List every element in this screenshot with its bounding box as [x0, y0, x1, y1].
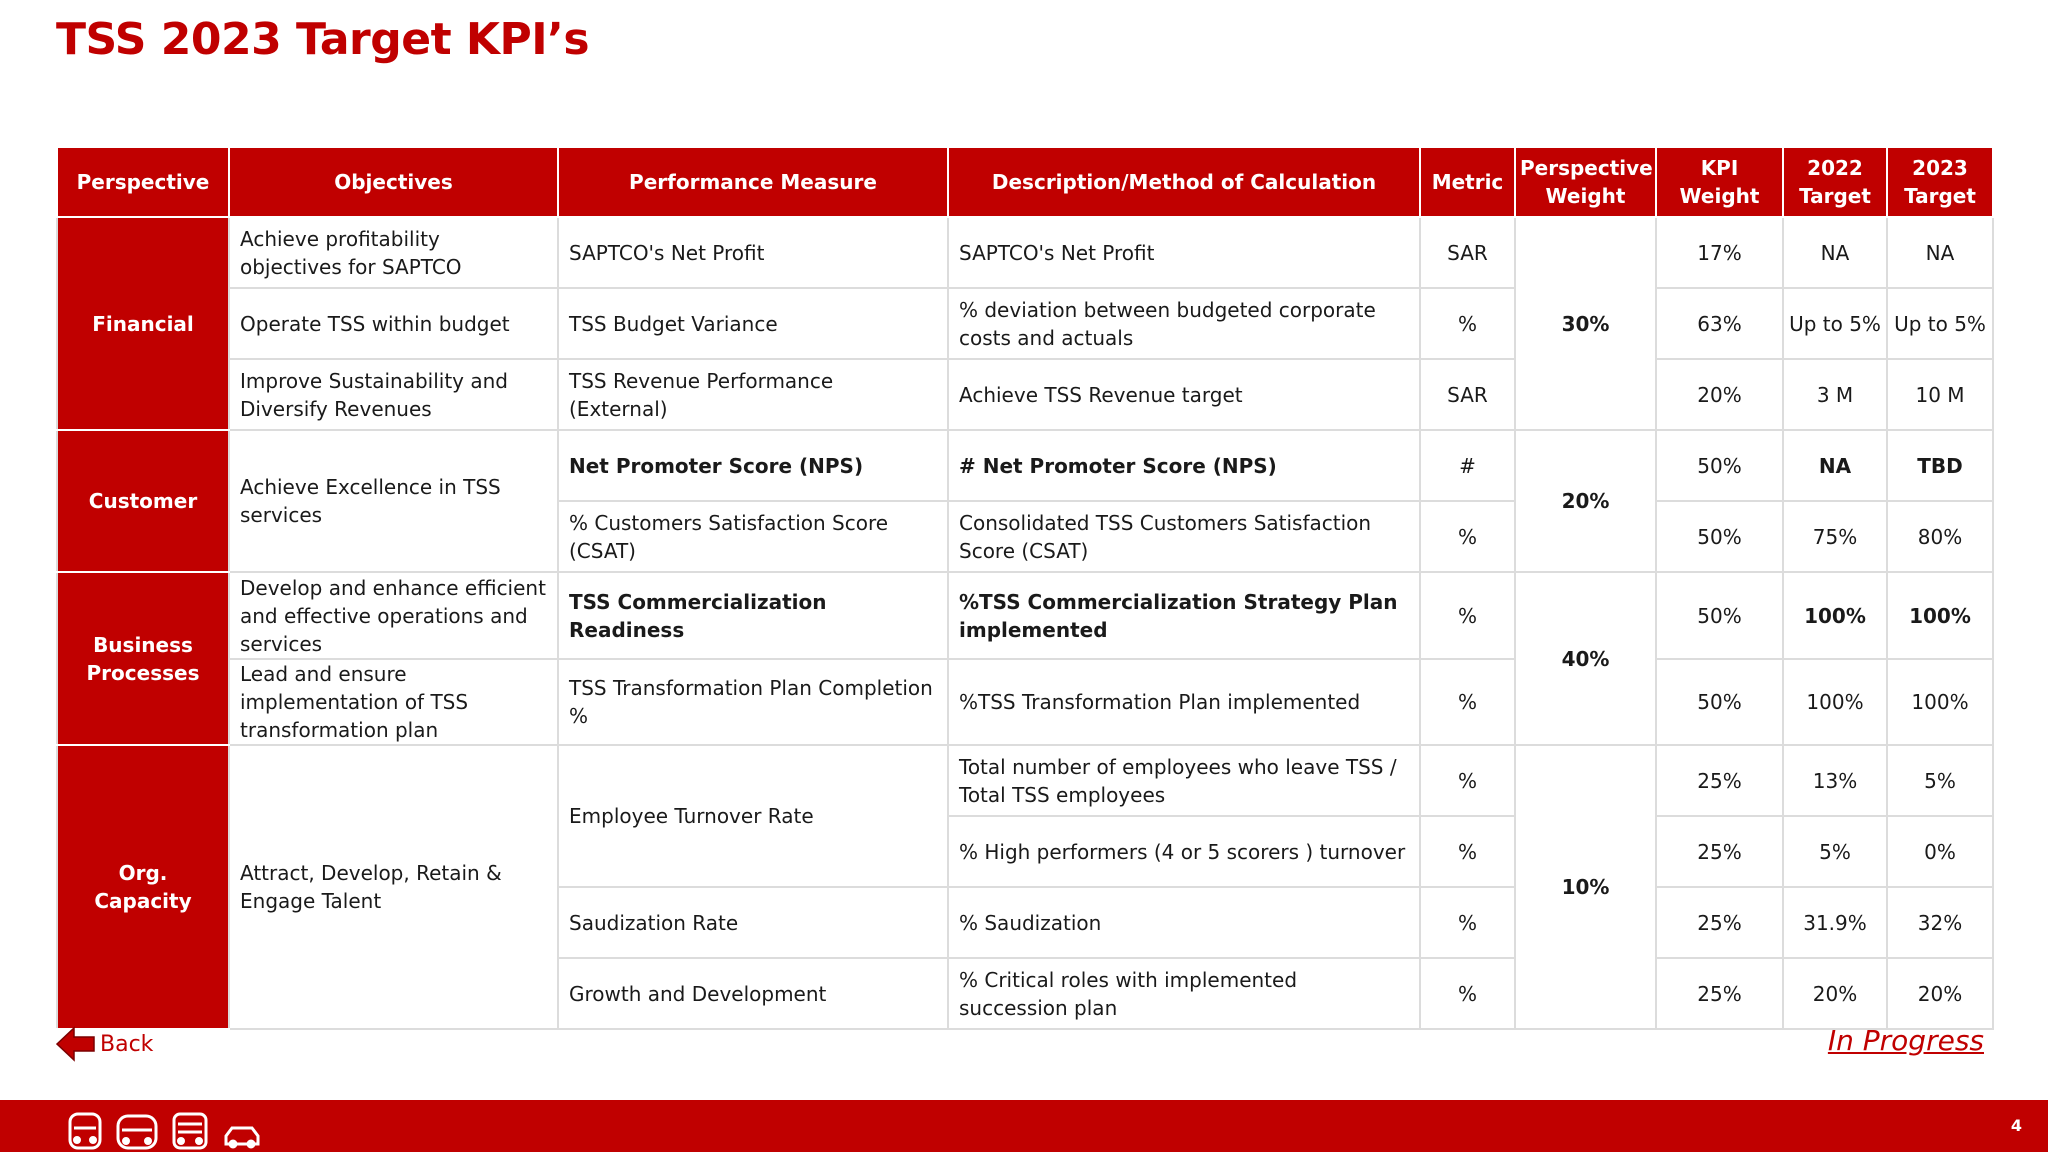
page-number: 4 — [2010, 1116, 2022, 1135]
kpi-weight-cell: 50% — [1656, 572, 1783, 659]
target-2023-cell: 10 M — [1887, 359, 1993, 430]
measure-cell: TSS Revenue Performance (External) — [558, 359, 948, 430]
header-perspective: Perspective — [57, 147, 229, 217]
metric-cell: % — [1420, 659, 1515, 745]
metric-cell: % — [1420, 745, 1515, 816]
objective-cell: Improve Sustainability and Diversify Revenues — [229, 359, 558, 430]
description-cell: %TSS Transformation Plan implemented — [948, 659, 1420, 745]
target-2023-cell: 100% — [1887, 659, 1993, 745]
header-objectives: Objectives — [229, 147, 558, 217]
perspective-customer: Customer — [57, 430, 229, 572]
objective-cell: Attract, Develop, Retain & Engage Talent — [229, 745, 558, 1029]
table-row — [57, 359, 1993, 430]
bus-front-icon — [70, 1114, 100, 1148]
target-2023-cell: 32% — [1887, 887, 1993, 958]
header-2022-target: 2022 Target — [1783, 147, 1887, 217]
measure-cell: TSS Budget Variance — [558, 288, 948, 359]
arrow-left-icon — [56, 1026, 96, 1062]
target-2022-cell: NA — [1783, 430, 1887, 501]
in-progress-link[interactable]: In Progress — [1827, 1024, 1984, 1057]
objective-cell: Achieve profitability objectives for SAPTCO — [229, 217, 558, 288]
measure-cell: Saudization Rate — [558, 887, 948, 958]
description-cell: SAPTCO's Net Profit — [948, 217, 1420, 288]
measure-cell: Growth and Development — [558, 958, 948, 1029]
target-2022-cell: 13% — [1783, 745, 1887, 816]
description-cell: # Net Promoter Score (NPS) — [948, 430, 1420, 501]
metric-cell: % — [1420, 288, 1515, 359]
bus-front-icon — [118, 1116, 156, 1148]
description-cell: % Saudization — [948, 887, 1420, 958]
target-2023-cell: 0% — [1887, 816, 1993, 887]
kpi-weight-cell: 20% — [1656, 359, 1783, 430]
perspective-business-processes: Business Processes — [57, 572, 229, 745]
target-2023-cell: 5% — [1887, 745, 1993, 816]
table-row — [57, 745, 1993, 816]
bus-front-icon — [174, 1114, 206, 1148]
metric-cell: % — [1420, 572, 1515, 659]
header-performance-measure: Performance Measure — [558, 147, 948, 217]
measure-cell: TSS Commercialization Readiness — [558, 572, 948, 659]
objective-cell: Lead and ensure implementation of TSS transformation plan — [229, 659, 558, 745]
metric-cell: SAR — [1420, 217, 1515, 288]
kpi-weight-cell: 25% — [1656, 958, 1783, 1029]
kpi-weight-cell: 25% — [1656, 745, 1783, 816]
target-2022-cell: 3 M — [1783, 359, 1887, 430]
page-title: TSS 2023 Target KPI’s — [56, 14, 590, 65]
back-button[interactable] — [56, 1026, 153, 1062]
kpi-weight-cell: 17% — [1656, 217, 1783, 288]
metric-cell: % — [1420, 501, 1515, 572]
perspective-weight-cell: 10% — [1515, 745, 1656, 1029]
target-2022-cell: Up to 5% — [1783, 288, 1887, 359]
target-2023-cell: NA — [1887, 217, 1993, 288]
target-2022-cell: 5% — [1783, 816, 1887, 887]
kpi-weight-cell: 50% — [1656, 430, 1783, 501]
metric-cell: # — [1420, 430, 1515, 501]
table-header-row — [57, 147, 1993, 217]
measure-cell: Employee Turnover Rate — [558, 745, 948, 887]
table-row — [57, 217, 1993, 288]
table-row — [57, 430, 1993, 501]
target-2023-cell: 80% — [1887, 501, 1993, 572]
objective-cell: Operate TSS within budget — [229, 288, 558, 359]
header-2023-target: 2023 Target — [1887, 147, 1993, 217]
objective-cell: Develop and enhance efficient and effective operations and services — [229, 572, 558, 659]
metric-cell: % — [1420, 887, 1515, 958]
target-2022-cell: NA — [1783, 217, 1887, 288]
header-kpi-weight: KPI Weight — [1656, 147, 1783, 217]
car-icon — [226, 1128, 258, 1147]
table-row — [57, 572, 1993, 659]
description-cell: %TSS Commercialization Strategy Plan implemented — [948, 572, 1420, 659]
objective-cell: Achieve Excellence in TSS services — [229, 430, 558, 572]
target-2023-cell: TBD — [1887, 430, 1993, 501]
metric-cell: SAR — [1420, 359, 1515, 430]
perspective-weight-cell: 30% — [1515, 217, 1656, 430]
kpi-weight-cell: 25% — [1656, 816, 1783, 887]
measure-cell: Net Promoter Score (NPS) — [558, 430, 948, 501]
measure-cell: SAPTCO's Net Profit — [558, 217, 948, 288]
target-2022-cell: 75% — [1783, 501, 1887, 572]
back-label: Back — [100, 1031, 154, 1057]
perspective-weight-cell: 40% — [1515, 572, 1656, 745]
kpi-weight-cell: 25% — [1656, 887, 1783, 958]
target-2023-cell: Up to 5% — [1887, 288, 1993, 359]
description-cell: % deviation between budgeted corporate costs and actuals — [948, 288, 1420, 359]
kpi-weight-cell: 50% — [1656, 659, 1783, 745]
perspective-financial: Financial — [57, 217, 229, 430]
footer-logo — [68, 1110, 268, 1156]
target-2022-cell: 100% — [1783, 572, 1887, 659]
metric-cell: % — [1420, 816, 1515, 887]
target-2022-cell: 20% — [1783, 958, 1887, 1029]
perspective-weight-cell: 20% — [1515, 430, 1656, 572]
target-2023-cell: 20% — [1887, 958, 1993, 1029]
description-cell: Consolidated TSS Customers Satisfaction Score (CSAT) — [948, 501, 1420, 572]
kpi-weight-cell: 50% — [1656, 501, 1783, 572]
description-cell: % Critical roles with implemented succession plan — [948, 958, 1420, 1029]
target-2023-cell: 100% — [1887, 572, 1993, 659]
table-row — [57, 288, 1993, 359]
measure-cell: % Customers Satisfaction Score (CSAT) — [558, 501, 948, 572]
header-description: Description/Method of Calculation — [948, 147, 1420, 217]
description-cell: % High performers (4 or 5 scorers ) turnover — [948, 816, 1420, 887]
measure-cell: TSS Transformation Plan Completion % — [558, 659, 948, 745]
perspective-org-capacity: Org. Capacity — [57, 745, 229, 1029]
target-2022-cell: 100% — [1783, 659, 1887, 745]
kpi-weight-cell: 63% — [1656, 288, 1783, 359]
metric-cell: % — [1420, 958, 1515, 1029]
footer-bar — [0, 1100, 2048, 1152]
header-perspective-weight: Perspective Weight — [1515, 147, 1656, 217]
description-cell: Total number of employees who leave TSS / Total TSS employees — [948, 745, 1420, 816]
target-2022-cell: 31.9% — [1783, 887, 1887, 958]
header-metric: Metric — [1420, 147, 1515, 217]
kpi-table — [56, 146, 1994, 1030]
description-cell: Achieve TSS Revenue target — [948, 359, 1420, 430]
table-row — [57, 659, 1993, 745]
